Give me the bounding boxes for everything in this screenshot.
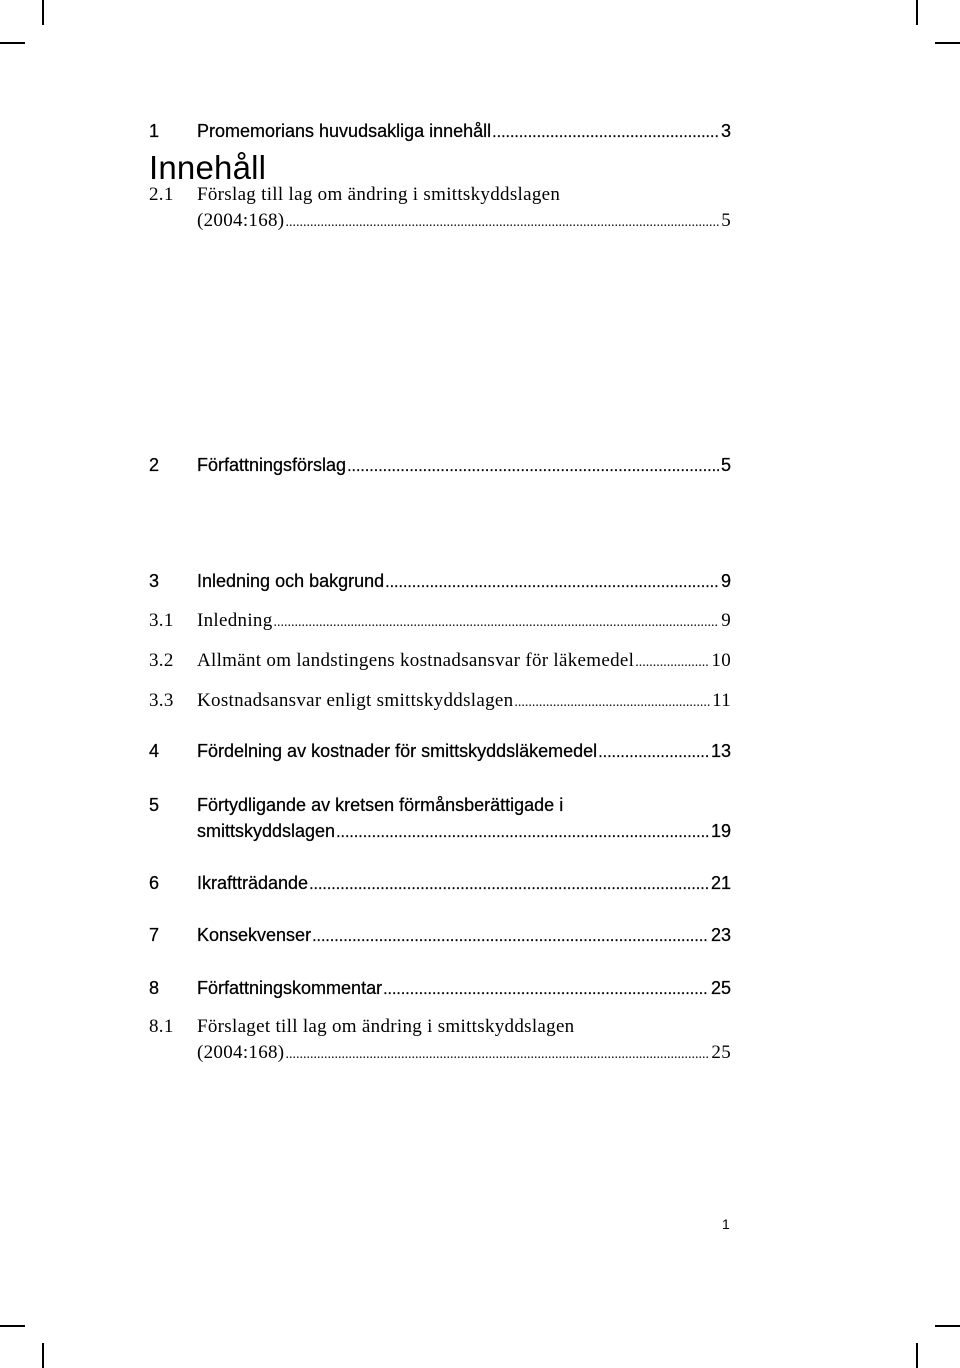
toc-entry-title: Allmänt om landstingens kostnadsansvar för läkemedel bbox=[197, 650, 635, 671]
toc-entry-number: 3 bbox=[149, 571, 160, 591]
toc-entry-page: 9 bbox=[721, 610, 731, 631]
dot-leader bbox=[285, 208, 719, 236]
crop-mark-top-right-vertical bbox=[916, 0, 918, 25]
toc-entry-number: 5 bbox=[149, 795, 160, 815]
toc-entry-number: 3.2 bbox=[149, 650, 174, 671]
toc-entry-page: 13 bbox=[710, 741, 731, 761]
toc-entry-number: 3.1 bbox=[149, 610, 174, 631]
toc-entry-page: 25 bbox=[711, 1042, 731, 1063]
toc-entry[interactable] bbox=[149, 688, 731, 716]
toc-entry-title: Promemorians huvudsakliga innehåll bbox=[197, 121, 492, 141]
toc-entry-page: 5 bbox=[720, 455, 731, 475]
page-title: Innehåll bbox=[149, 149, 267, 186]
crop-mark-bottom-left-vertical bbox=[42, 1343, 44, 1368]
toc-entry-title: Förslaget till lag om ändring i smittskyddslagen bbox=[197, 1016, 575, 1037]
toc-entry-number: 3.3 bbox=[149, 690, 174, 711]
toc-entry-title: Ikraftträdande bbox=[197, 873, 309, 893]
toc-entry-page: 3 bbox=[720, 121, 731, 141]
page-number: 1 bbox=[722, 1216, 730, 1232]
toc-entry[interactable] bbox=[149, 648, 731, 676]
crop-mark-top-right-horizontal bbox=[935, 42, 960, 44]
toc-entry[interactable] bbox=[149, 608, 731, 636]
toc-entry[interactable] bbox=[149, 118, 731, 146]
dot-leader bbox=[312, 922, 709, 950]
crop-mark-bottom-right-horizontal bbox=[935, 1325, 960, 1327]
toc-entry[interactable] bbox=[149, 870, 731, 898]
toc-entry-number: 4 bbox=[149, 741, 160, 761]
crop-mark-bottom-right-vertical bbox=[916, 1343, 918, 1368]
toc-entry-title: Fördelning av kostnader för smittskyddsläkemedel bbox=[197, 741, 598, 761]
toc-entry-title: Författningsförslag bbox=[197, 455, 347, 475]
crop-mark-bottom-left-horizontal bbox=[0, 1325, 25, 1327]
toc-entry-title: Inledning bbox=[197, 610, 273, 631]
toc-entry-title: Förtydligande av kretsen förmånsberättigade i bbox=[197, 795, 564, 815]
dot-leader bbox=[383, 975, 709, 1003]
toc-entry-page: 21 bbox=[710, 873, 731, 893]
toc-entry-page: 5 bbox=[721, 210, 731, 231]
toc-entry-number: 2.1 bbox=[149, 184, 174, 205]
toc-entry-title: Inledning och bakgrund bbox=[197, 571, 385, 591]
toc-entry[interactable] bbox=[149, 1014, 731, 1068]
toc-entry[interactable] bbox=[149, 738, 731, 766]
toc-entry-number: 6 bbox=[149, 873, 160, 893]
dot-leader bbox=[598, 738, 709, 766]
toc-entry-page: 25 bbox=[710, 978, 731, 998]
toc-entry-number: 8 bbox=[149, 978, 160, 998]
toc-entry-number: 8.1 bbox=[149, 1016, 174, 1037]
toc-entry-number: 7 bbox=[149, 925, 160, 945]
toc-entry[interactable] bbox=[149, 792, 731, 846]
dot-leader bbox=[385, 568, 719, 596]
toc-entry-number: 1 bbox=[149, 121, 160, 141]
toc-entry-title-continued: smittskyddslagen bbox=[197, 821, 336, 841]
dot-leader bbox=[336, 818, 709, 846]
dot-leader bbox=[492, 118, 719, 146]
toc-entry-title: Kostnadsansvar enligt smittskyddslagen bbox=[197, 690, 514, 711]
dot-leader bbox=[274, 608, 720, 636]
dot-leader bbox=[347, 452, 719, 480]
toc-entry-title: Förslag till lag om ändring i smittskyddslagen bbox=[197, 184, 561, 205]
toc-entry-page: 23 bbox=[710, 925, 731, 945]
toc-entry-title: Författningskommentar bbox=[197, 978, 383, 998]
toc-entry-page: 10 bbox=[711, 650, 731, 671]
toc-entry-title-continued: (2004:168) bbox=[197, 1042, 285, 1063]
crop-mark-top-left-horizontal bbox=[0, 42, 25, 44]
crop-mark-top-left-vertical bbox=[42, 0, 44, 25]
toc-entry[interactable] bbox=[149, 975, 731, 1003]
dot-leader bbox=[635, 648, 709, 676]
dot-leader bbox=[285, 1040, 709, 1068]
toc-entry[interactable] bbox=[149, 922, 731, 950]
toc-entry-number: 2 bbox=[149, 455, 160, 475]
dot-leader bbox=[309, 870, 709, 898]
toc-entry[interactable] bbox=[149, 568, 731, 596]
dot-leader bbox=[514, 688, 710, 716]
toc-entry[interactable] bbox=[149, 182, 731, 236]
toc-entry-title-continued: (2004:168) bbox=[197, 210, 285, 231]
toc-entry-page: 9 bbox=[720, 571, 731, 591]
toc-entry[interactable] bbox=[149, 452, 731, 480]
toc-entry-page: 19 bbox=[710, 821, 731, 841]
toc-entry-page: 11 bbox=[712, 690, 731, 711]
toc-entry-title: Konsekvenser bbox=[197, 925, 312, 945]
